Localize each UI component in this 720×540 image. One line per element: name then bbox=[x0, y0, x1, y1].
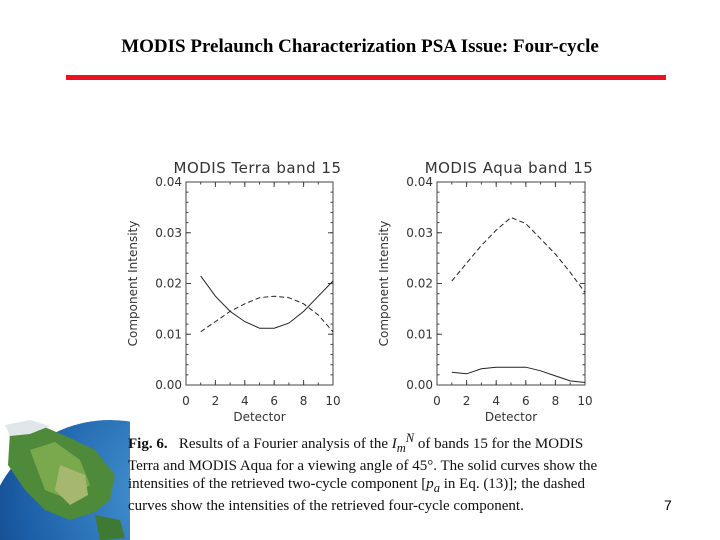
chart-aqua bbox=[377, 159, 593, 424]
x-tick-label: 10 bbox=[577, 394, 593, 408]
plot-frame bbox=[437, 182, 585, 385]
caption-part-3: in Eq. (13)]; the dashed curves show the intensities of the retrieved four-cycle component. bbox=[128, 476, 585, 514]
x-tick-label: 6 bbox=[270, 394, 279, 408]
y-tick-label: 0.01 bbox=[155, 327, 182, 342]
y-tick-label: 0.03 bbox=[155, 225, 182, 240]
x-tick-label: 8 bbox=[551, 394, 560, 408]
y-axis-label: Component Intensity bbox=[126, 220, 140, 347]
y-tick-label: 0.00 bbox=[155, 378, 182, 392]
caption-fig-label: Fig. 6. bbox=[128, 436, 168, 452]
two-cycle-series-line bbox=[452, 367, 585, 382]
x-tick-label: 8 bbox=[299, 394, 308, 408]
y-tick-label: 0.03 bbox=[406, 225, 433, 240]
y-tick-label: 0.02 bbox=[406, 276, 433, 291]
x-tick-label: 10 bbox=[325, 394, 341, 408]
x-axis-label: Detector bbox=[233, 410, 286, 424]
two-cycle-series-line bbox=[201, 276, 333, 328]
chart-title: MODIS Terra band 15 bbox=[173, 159, 342, 177]
caption-var-p-sub: a bbox=[433, 481, 440, 495]
chart-terra bbox=[126, 159, 341, 424]
x-tick-label: 0 bbox=[433, 394, 441, 408]
page-number: 7 bbox=[664, 497, 672, 513]
y-tick-label: 0.04 bbox=[406, 175, 433, 189]
x-tick-label: 4 bbox=[492, 394, 501, 408]
y-tick-label: 0.00 bbox=[406, 378, 433, 392]
caption-var-i: I bbox=[391, 436, 397, 452]
x-tick-label: 4 bbox=[240, 394, 249, 408]
caption-var-p: p bbox=[426, 476, 434, 492]
caption-part-2: of bands 15 for the MODIS Terra and MODIS Aqua for a viewing angle of 45°. The solid curves show the intensities of the retrieved two-cycle component [ bbox=[128, 436, 598, 492]
caption-part-1: Results of a Fourier analysis of the bbox=[178, 436, 392, 452]
plot-frame bbox=[186, 182, 333, 385]
slide-title: MODIS Prelaunch Characterization PSA Issue: Four-cycle bbox=[121, 36, 599, 57]
x-tick-label: 6 bbox=[521, 394, 530, 408]
four-cycle-series-line bbox=[452, 218, 585, 293]
y-axis-label: Component Intensity bbox=[377, 220, 391, 347]
x-tick-label: 0 bbox=[182, 394, 190, 408]
x-tick-label: 2 bbox=[211, 394, 220, 408]
y-tick-label: 0.02 bbox=[155, 276, 182, 291]
x-tick-label: 2 bbox=[462, 394, 471, 408]
chart-title: MODIS Aqua band 15 bbox=[424, 159, 594, 177]
caption-var-sub: m bbox=[396, 441, 406, 455]
caption-var-sup: N bbox=[405, 431, 415, 445]
x-axis-label: Detector bbox=[484, 410, 538, 424]
y-tick-label: 0.04 bbox=[155, 175, 182, 189]
figure-caption bbox=[128, 429, 610, 515]
y-tick-label: 0.01 bbox=[406, 327, 433, 342]
